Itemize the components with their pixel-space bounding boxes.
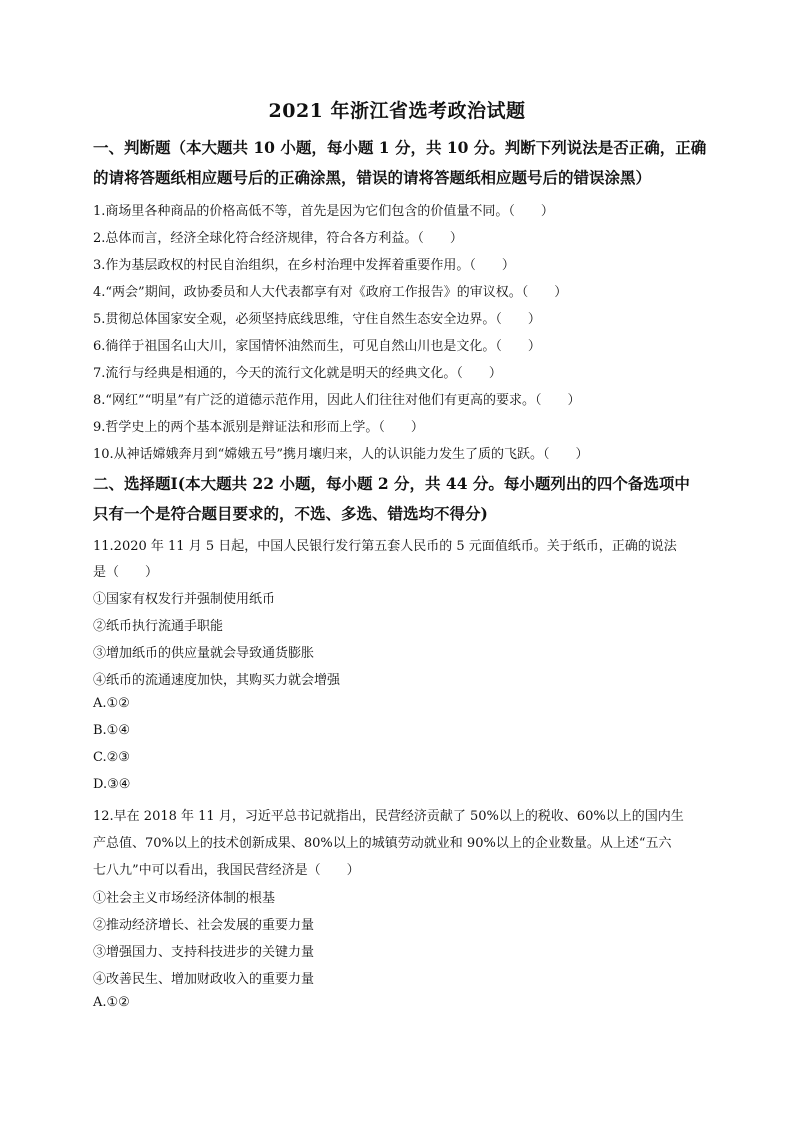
section2-heading-line2: 只有一个是符合题目要求的，不选、多选、错选均不得分)	[93, 504, 488, 523]
q11-statement-3: ③增加纸币的供应量就会导致通货膨胀	[93, 646, 315, 661]
q12-stem-line2: 产总值、70%以上的技术创新成果、80%以上的城镇劳动就业和 90%以上的企业数量。从上述“五六	[93, 836, 672, 851]
q12-stem-line3: 七八九”中可以看出，我国民营经济是（ ）	[93, 863, 360, 878]
q11-stem-line1: 11.2020 年 11 月 5 日起，中国人民银行发行第五套人民币的 5 元面值纸币。关于纸币，正确的说法	[93, 539, 677, 554]
q11-option-a: A.①②	[93, 696, 130, 711]
judgment-item-4: 4.“两会”期间，政协委员和人大代表都享有对《政府工作报告》的审议权。（ ）	[93, 285, 568, 300]
q11-stem-line2: 是（ ）	[93, 565, 159, 580]
judgment-item-9: 9.哲学史上的两个基本派别是辩证法和形而上学。（ ）	[93, 420, 424, 435]
q11-statement-2: ②纸币执行流通手职能	[93, 619, 224, 634]
section2-heading-line1: 二、选择题Ⅰ(本大题共 22 小题，每小题 2 分，共 44 分。每小题列出的四个备选项中	[93, 474, 690, 493]
judgment-item-10: 10.从神话嫦娥奔月到“嫦娥五号”携月壤归来，人的认识能力发生了质的飞跃。（ ）	[93, 447, 589, 462]
page-title: 2021 年浙江省选考政治试题	[268, 100, 526, 122]
q12-statement-1: ①社会主义市场经济体制的根基	[93, 891, 276, 906]
judgment-item-3: 3.作为基层政权的村民自治组织，在乡村治理中发挥着重要作用。（ ）	[93, 258, 515, 273]
judgment-item-8: 8.“网红”“明星”有广泛的道德示范作用，因此人们往往对他们有更高的要求。（ ）	[93, 393, 581, 408]
q12-statement-4: ④改善民生、增加财政收入的重要力量	[93, 972, 315, 987]
q12-statement-3: ③增强国力、支持科技进步的关键力量	[93, 945, 315, 960]
q11-option-d: D.③④	[93, 777, 131, 792]
judgment-item-7: 7.流行与经典是相通的，今天的流行文化就是明天的经典文化。（ ）	[93, 366, 502, 381]
section1-heading-line1: 一、判断题（本大题共 10 小题，每小题 1 分，共 10 分。判断下列说法是否正确，正确	[93, 138, 707, 157]
q12-option-a: A.①②	[93, 995, 130, 1010]
q11-option-c: C.②③	[93, 750, 130, 765]
q12-stem-line1: 12.早在 2018 年 11 月，习近平总书记就指出，民营经济贡献了 50%以上的税收、60%以上的国内生	[93, 809, 684, 824]
q11-statement-1: ①国家有权发行并强制使用纸币	[93, 592, 276, 607]
q11-option-b: B.①④	[93, 723, 130, 738]
section1-heading-line2: 的请将答题纸相应题号后的正确涂黑，错误的请将答题纸相应题号后的错误涂黑）	[93, 168, 652, 187]
judgment-item-1: 1.商场里各种商品的价格高低不等，首先是因为它们包含的价值量不同。（ ）	[93, 204, 554, 219]
judgment-item-6: 6.徜徉于祖国名山大川，家国情怀油然而生，可见自然山川也是文化。（ ）	[93, 339, 541, 354]
q11-statement-4: ④纸币的流通速度加快，其购买力就会增强	[93, 673, 341, 688]
judgment-item-2: 2.总体而言，经济全球化符合经济规律，符合各方利益。（ ）	[93, 231, 463, 246]
judgment-item-5: 5.贯彻总体国家安全观，必须坚持底线思维，守住自然生态安全边界。（ ）	[93, 312, 541, 327]
q12-statement-2: ②推动经济增长、社会发展的重要力量	[93, 918, 315, 933]
